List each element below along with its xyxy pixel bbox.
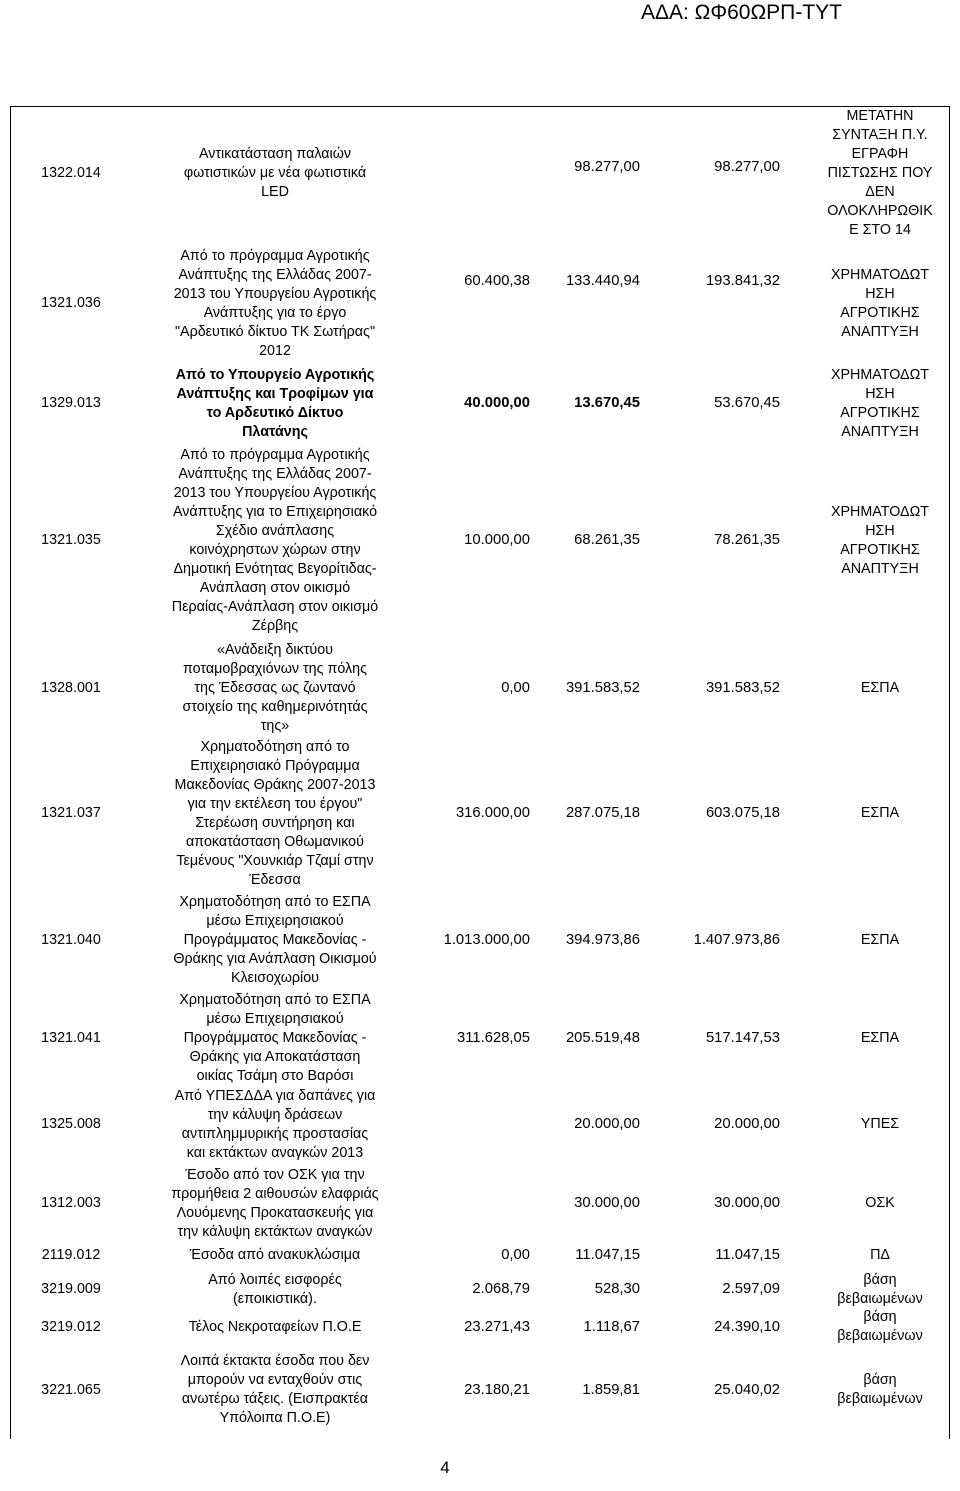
cell-desc bbox=[134, 1341, 416, 1439]
row-amount: 316.000,00 bbox=[455, 805, 530, 821]
cell-v1 bbox=[400, 441, 530, 640]
row-amount: 394.973,86 bbox=[565, 931, 640, 948]
cell-desc bbox=[134, 1266, 416, 1313]
cell-v3 bbox=[640, 1163, 780, 1244]
cell-note bbox=[812, 1341, 948, 1439]
row-amount: 1.407.973,86 bbox=[693, 931, 780, 948]
row-amount: 78.261,35 bbox=[714, 532, 780, 548]
row-note: ΟΣΚ bbox=[865, 1195, 895, 1211]
cell-v3 bbox=[640, 366, 780, 441]
cell-v3 bbox=[640, 441, 780, 640]
cell-code bbox=[10, 106, 132, 241]
row-description: Τέλος Νεκροταφείων Π.Ο.Ε bbox=[188, 1318, 362, 1335]
cell-v2 bbox=[530, 1341, 640, 1439]
cell-v2 bbox=[530, 1266, 640, 1313]
cell-code bbox=[10, 441, 132, 640]
row-code: 1322.014 bbox=[41, 165, 101, 181]
row-amount: 0,00 bbox=[501, 1246, 530, 1263]
cell-v1 bbox=[400, 1341, 530, 1439]
row-description: Από ΥΠΕΣΔΔΑ για δαπάνες για την κάλυψη δράσεων αντιπλημμυρικής προστασίας και εκτάκτων αναγκών 2013 bbox=[174, 1087, 376, 1161]
row-amount: 20.000,00 bbox=[574, 1116, 640, 1132]
row-code: 1321.035 bbox=[41, 532, 101, 548]
cell-desc bbox=[134, 441, 416, 640]
cell-desc bbox=[134, 106, 416, 241]
row-amount: 287.075,18 bbox=[565, 805, 640, 821]
cell-v2 bbox=[530, 1313, 640, 1341]
cell-v3 bbox=[640, 241, 780, 366]
row-code: 3219.012 bbox=[41, 1318, 101, 1335]
row-amount: 20.000,00 bbox=[714, 1116, 780, 1132]
cell-desc bbox=[134, 1163, 416, 1244]
row-amount: 193.841,32 bbox=[705, 273, 780, 289]
row-amount: 30.000,00 bbox=[574, 1195, 640, 1211]
row-note: ΕΣΠΑ bbox=[860, 1029, 900, 1046]
cell-note bbox=[812, 890, 948, 990]
row-amount: 2.597,09 bbox=[722, 1281, 780, 1297]
cell-v3 bbox=[640, 1341, 780, 1439]
row-note: ΜΕΤΑΤΗΝ ΣΥΝΤΑΞΗ Π.Υ. ΕΓΡΑΦΗ ΠΙΣΤΩΣΗΣ ΠΟΥ ΔΕΝ ΟΛΟΚΛΗΡΩΘΙΚ Ε ΣΤΟ 14 bbox=[827, 108, 933, 238]
cell-code bbox=[10, 366, 132, 441]
cell-v2 bbox=[530, 1086, 640, 1163]
row-amount: 1.859,81 bbox=[582, 1381, 640, 1398]
cell-v2 bbox=[530, 1163, 640, 1244]
table-row bbox=[0, 1244, 960, 1266]
cell-desc bbox=[134, 1244, 416, 1266]
row-amount: 1.013.000,00 bbox=[443, 931, 530, 948]
row-code: 1325.008 bbox=[41, 1116, 101, 1132]
row-description: Χρηματοδότηση από το ΕΣΠΑ μέσω Επιχειρησιακού Προγράμματος Μακεδονίας - Θράκης για Ανάπλαση Οικισμού Κλεισοχωρίου bbox=[173, 893, 377, 986]
cell-note bbox=[812, 441, 948, 640]
row-code: 3221.065 bbox=[41, 1381, 101, 1398]
cell-note bbox=[812, 1163, 948, 1244]
cell-code bbox=[10, 1086, 132, 1163]
cell-note bbox=[812, 1086, 948, 1163]
row-note: ΕΣΠΑ bbox=[860, 931, 900, 948]
cell-code bbox=[10, 1163, 132, 1244]
cell-v1 bbox=[400, 366, 530, 441]
row-amount: 391.583,52 bbox=[705, 680, 780, 696]
row-amount: 30.000,00 bbox=[714, 1195, 780, 1211]
row-amount: 98.277,00 bbox=[574, 159, 640, 175]
cell-code bbox=[10, 890, 132, 990]
cell-v2 bbox=[530, 441, 640, 640]
row-amount: 10.000,00 bbox=[464, 532, 530, 548]
cell-v2 bbox=[530, 1244, 640, 1266]
row-code: 1312.003 bbox=[41, 1195, 101, 1211]
cell-v1 bbox=[400, 1163, 530, 1244]
cell-desc bbox=[134, 1313, 416, 1341]
row-code: 1321.041 bbox=[41, 1029, 101, 1046]
row-description: Χρηματοδότηση από το ΕΣΠΑ μέσω Επιχειρησιακού Προγράμματος Μακεδονίας - Θράκης για Αποκατάσταση οικίας Τσάμη στο Βαρόσι bbox=[179, 991, 371, 1084]
cell-code bbox=[10, 1341, 132, 1439]
cell-v1 bbox=[400, 990, 530, 1086]
cell-v1 bbox=[400, 1086, 530, 1163]
table-row bbox=[0, 106, 960, 241]
row-note: ΥΠΕΣ bbox=[860, 1116, 900, 1132]
row-amount: 11.047,15 bbox=[575, 1246, 640, 1263]
row-amount: 13.670,45 bbox=[574, 395, 640, 411]
table-row bbox=[0, 1086, 960, 1163]
cell-desc bbox=[134, 1086, 416, 1163]
table-row bbox=[0, 366, 960, 441]
row-description: Από λοιπές εισφορές (εποικιστικά). bbox=[208, 1271, 342, 1307]
cell-note bbox=[812, 1309, 948, 1344]
cell-desc bbox=[134, 990, 416, 1086]
cell-desc bbox=[134, 640, 416, 737]
row-amount: 98.277,00 bbox=[714, 159, 780, 175]
cell-v2 bbox=[530, 106, 640, 241]
table-row bbox=[0, 640, 960, 737]
row-amount: 68.261,35 bbox=[574, 532, 640, 548]
document-code-header: ΑΔΑ: ΩΦ60ΩΡΠ-ΤΥΤ bbox=[640, 1, 842, 24]
row-amount: 23.271,43 bbox=[464, 1318, 530, 1335]
row-note: ΕΣΠΑ bbox=[860, 805, 900, 821]
table-row bbox=[0, 990, 960, 1086]
row-amount: 53.670,45 bbox=[714, 395, 780, 411]
cell-desc bbox=[134, 890, 416, 990]
row-amount: 24.390,10 bbox=[714, 1318, 780, 1335]
cell-v3 bbox=[640, 1313, 780, 1341]
cell-v3 bbox=[640, 890, 780, 990]
cell-note bbox=[812, 640, 948, 737]
cell-note bbox=[812, 1244, 948, 1266]
cell-v2 bbox=[530, 737, 640, 890]
table-row bbox=[0, 441, 960, 640]
cell-note bbox=[812, 990, 948, 1086]
row-note: ΧΡΗΜΑΤΟΔΩΤ ΗΣΗ ΑΓΡΟΤΙΚΗΣ ΑΝΑΠΤΥΞΗ bbox=[830, 366, 930, 440]
cell-desc bbox=[134, 366, 416, 441]
cell-v1 bbox=[400, 1244, 530, 1266]
cell-v3 bbox=[640, 1244, 780, 1266]
cell-code bbox=[10, 1313, 132, 1341]
cell-note bbox=[812, 366, 948, 441]
table-left-border bbox=[10, 106, 11, 1439]
row-note: ΧΡΗΜΑΤΟΔΩΤ ΗΣΗ ΑΓΡΟΤΙΚΗΣ ΑΝΑΠΤΥΞΗ bbox=[830, 266, 930, 340]
cell-code bbox=[10, 640, 132, 737]
row-description: Έσοδο από τον ΟΣΚ για την προμήθεια 2 αιθουσών ελαφριάς Λουόμενης Προκατασκευής για την κάλυψη εκτάκτων αναγκών bbox=[171, 1166, 379, 1240]
cell-v1 bbox=[400, 737, 530, 890]
row-description: Από το πρόγραμμα Αγροτικής Ανάπτυξης της Ελλάδας 2007- 2013 του Υπουργείου Αγροτικής Ανάπτυξης για το Επιχειρησιακό Σχέδιο ανάπλασης κοινόχρηστων χώρων στην Δημοτική Ενότητας Βεγορίτιδας- Ανάπλαση στον οικισμό Περαίας-Ανάπλαση στον οικισμό Ζέρβης bbox=[171, 446, 379, 634]
cell-v3 bbox=[640, 106, 780, 241]
row-amount: 311.628,05 bbox=[457, 1029, 530, 1046]
row-code: 2119.012 bbox=[41, 1246, 101, 1263]
row-amount: 11.047,15 bbox=[715, 1246, 780, 1263]
row-code: 1321.040 bbox=[41, 931, 101, 948]
row-note: βάση βεβαιωμένων bbox=[837, 1372, 923, 1407]
cell-v3 bbox=[640, 640, 780, 737]
cell-v2 bbox=[530, 890, 640, 990]
cell-v1 bbox=[400, 890, 530, 990]
row-description: Λοιπά έκτακτα έσοδα που δεν μπορούν να ενταχθούν στις ανωτέρω τάξεις. (Εισπρακτέα Υπόλοιπα Π.Ο.Ε) bbox=[180, 1353, 370, 1426]
row-code: 3219.009 bbox=[41, 1281, 101, 1297]
row-amount: 133.440,94 bbox=[565, 273, 640, 289]
table-right-border bbox=[949, 106, 950, 1439]
cell-desc bbox=[134, 241, 416, 366]
row-description: «Ανάδειξη δικτύου ποταμοβραχιόνων της πόλης της Έδεσσας ως ζωντανό στοιχείο της καθημερινότητάς της» bbox=[182, 642, 368, 734]
row-amount: 517.147,53 bbox=[705, 1029, 780, 1046]
row-amount: 40.000,00 bbox=[464, 395, 530, 411]
cell-code bbox=[10, 1244, 132, 1266]
row-description: Έσοδα από ανακυκλώσιμα bbox=[189, 1246, 361, 1263]
row-code: 1321.037 bbox=[41, 805, 101, 821]
cell-v2 bbox=[530, 366, 640, 441]
row-amount: 2.068,79 bbox=[472, 1281, 530, 1297]
cell-v2 bbox=[530, 640, 640, 737]
table-row bbox=[0, 241, 960, 366]
row-amount: 391.583,52 bbox=[565, 680, 640, 696]
row-amount: 0,00 bbox=[501, 680, 530, 696]
table-top-border bbox=[10, 106, 950, 107]
row-note: βάση βεβαιωμένων bbox=[837, 1309, 923, 1344]
page-number: 4 bbox=[440, 1458, 450, 1477]
row-amount: 25.040,02 bbox=[714, 1381, 780, 1398]
cell-v1 bbox=[400, 241, 530, 366]
cell-v1 bbox=[400, 1313, 530, 1341]
row-note: βάση βεβαιωμένων bbox=[837, 1271, 923, 1307]
row-note: ΕΣΠΑ bbox=[860, 680, 900, 696]
cell-code bbox=[10, 1266, 132, 1313]
cell-code bbox=[10, 737, 132, 890]
row-amount: 528,30 bbox=[594, 1281, 640, 1297]
cell-note bbox=[812, 241, 948, 366]
row-amount: 603.075,18 bbox=[705, 805, 780, 821]
cell-note bbox=[812, 1266, 948, 1313]
cell-code bbox=[10, 241, 132, 366]
cell-v3 bbox=[640, 1266, 780, 1313]
cell-v3 bbox=[640, 1086, 780, 1163]
row-note: ΠΔ bbox=[870, 1246, 890, 1263]
table-row bbox=[0, 737, 960, 890]
row-amount: 23.180,21 bbox=[464, 1381, 530, 1398]
cell-v1 bbox=[400, 1266, 530, 1313]
row-code: 1328.001 bbox=[41, 680, 101, 696]
row-note: ΧΡΗΜΑΤΟΔΩΤ ΗΣΗ ΑΓΡΟΤΙΚΗΣ ΑΝΑΠΤΥΞΗ bbox=[830, 503, 930, 577]
cell-code bbox=[10, 990, 132, 1086]
cell-note bbox=[812, 737, 948, 890]
table-row bbox=[0, 890, 960, 990]
table-row bbox=[0, 1309, 960, 1344]
table-row bbox=[0, 1163, 960, 1244]
row-description: Αντικατάσταση παλαιών φωτιστικών με νέα φωτιστικά LED bbox=[183, 146, 367, 200]
row-description: Από το πρόγραμμα Αγροτικής Ανάπτυξης της Ελλάδας 2007- 2013 του Υπουργείου Αγροτικής Ανάπτυξης για το έργο "Αρδευτικό δίκτυο ΤΚ Σωτήρας" 2012 bbox=[173, 247, 377, 359]
cell-v1 bbox=[400, 640, 530, 737]
row-description: Από το Υπουργείο Αγροτικής Ανάπτυξης και Τροφίμων για το Αρδευτικό Δίκτυο Πλατάνης bbox=[175, 366, 375, 440]
row-amount: 205.519,48 bbox=[565, 1029, 640, 1046]
row-code: 1321.036 bbox=[41, 295, 101, 311]
row-amount: 1.118,67 bbox=[583, 1318, 640, 1335]
cell-v2 bbox=[530, 241, 640, 366]
table-row bbox=[0, 1266, 960, 1313]
cell-desc bbox=[134, 737, 416, 890]
row-description: Χρηματοδότηση από το Επιχειρησιακό Πρόγραμμα Μακεδονίας Θράκης 2007-2013 για την εκτέλεση του έργου" Στερέωση συντήρηση και αποκατάσταση Οθωμανικού Τεμένους "Χουνκιάρ Τζαμί στην Έδεσσα bbox=[174, 738, 376, 888]
cell-v2 bbox=[530, 990, 640, 1086]
table-row bbox=[0, 1341, 960, 1439]
row-amount: 60.400,38 bbox=[464, 273, 530, 289]
cell-v3 bbox=[640, 737, 780, 890]
cell-v3 bbox=[640, 990, 780, 1086]
row-code: 1329.013 bbox=[41, 395, 101, 411]
cell-v1 bbox=[400, 106, 530, 241]
cell-note bbox=[812, 106, 948, 241]
